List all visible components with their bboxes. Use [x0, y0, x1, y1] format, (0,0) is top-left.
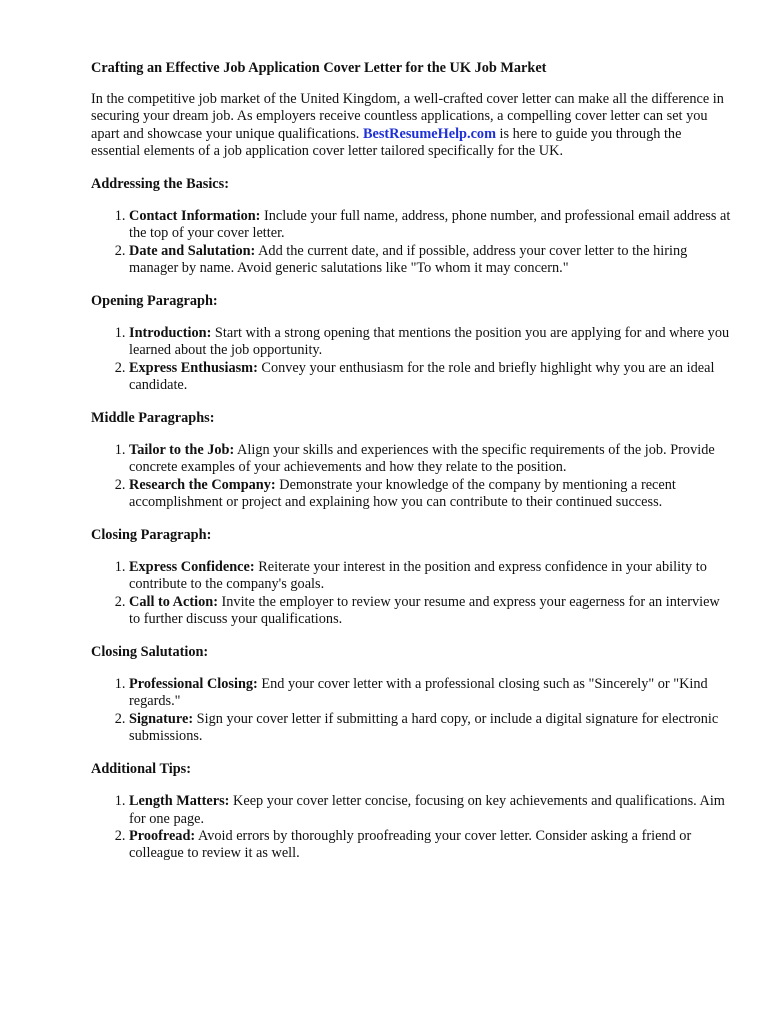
item-term: Research the Company:: [129, 476, 276, 493]
item-term: Express Confidence:: [129, 559, 255, 576]
section-list-closing-salutation: [91, 676, 731, 745]
item-text: Align your skills and experiences with the specific requirements of the job. Provide concrete examples of your achievements and how they relate to the position.: [129, 442, 715, 476]
intro-paragraph: [91, 91, 731, 160]
section-list-middle-paragraphs: [91, 442, 731, 511]
item-term: Length Matters:: [129, 793, 230, 810]
list-item: [129, 208, 731, 242]
list-item: [129, 828, 731, 862]
list-item: [129, 243, 731, 277]
item-text: Convey your enthusiasm for the role and briefly highlight why you are an ideal candidate.: [129, 359, 715, 393]
item-term: Tailor to the Job:: [129, 442, 235, 459]
list-item: [129, 711, 731, 745]
item-term: Professional Closing:: [129, 676, 258, 693]
section-list-additional-tips: [91, 793, 731, 862]
list-item: [129, 477, 731, 511]
item-text: Reiterate your interest in the position and express confidence in your ability to contribute to the company's goals.: [129, 559, 707, 593]
section-heading-opening-paragraph: Opening Paragraph:: [91, 293, 218, 310]
document-title: Crafting an Effective Job Application Cover Letter for the UK Job Market: [91, 60, 547, 76]
item-text: Sign your cover letter if submitting a hard copy, or include a digital signature for electronic submissions.: [129, 710, 719, 744]
item-text: Keep your cover letter concise, focusing on key achievements and qualifications. Aim for one page.: [129, 793, 725, 827]
item-text: Avoid errors by thoroughly proofreading your cover letter. Consider asking a friend or colleague to review it as well.: [129, 827, 692, 861]
item-term: Express Enthusiasm:: [129, 359, 258, 376]
list-item: [129, 325, 731, 359]
item-text: End your cover letter with a professional closing such as "Sincerely" or "Kind regards.": [129, 676, 708, 710]
item-text: Start with a strong opening that mentions the position you are applying for and where you learned about the job opportunity.: [129, 325, 730, 359]
list-item: [129, 559, 731, 593]
item-term: Introduction:: [129, 325, 212, 342]
list-item: [129, 676, 731, 710]
section-heading-closing-paragraph: Closing Paragraph:: [91, 527, 212, 544]
list-item: [129, 442, 731, 476]
document-page: [91, 60, 731, 878]
section-heading-additional-tips: Additional Tips:: [91, 761, 191, 778]
item-term: Signature:: [129, 710, 194, 727]
section-heading-closing-salutation: Closing Salutation:: [91, 644, 209, 661]
intro-text-after-link: is here to guide you through the essential elements of a job application cover letter tailored specifically for the UK.: [91, 125, 682, 159]
item-term: Contact Information:: [129, 208, 261, 225]
intro-text-before-link: In the competitive job market of the United Kingdom, a well-crafted cover letter can make all the difference in securing your dream job. As employers receive countless applications, a compelling cover letter can set you apart and showcase your unique qualifications.: [91, 91, 724, 142]
list-item: [129, 360, 731, 394]
section-heading-middle-paragraphs: Middle Paragraphs:: [91, 410, 215, 427]
section-list-opening-paragraph: [91, 325, 731, 394]
item-term: Call to Action:: [129, 593, 218, 610]
list-item: [129, 793, 731, 827]
item-text: Include your full name, address, phone number, and professional email address at the top of your cover letter.: [129, 208, 731, 242]
section-list-addressing-basics: [91, 208, 731, 277]
item-text: Add the current date, and if possible, address your cover letter to the hiring manager by name. Avoid generic salutations like "To whom it may concern.": [129, 242, 688, 276]
item-text: Invite the employer to review your resume and express your eagerness for an interview to further discuss your qualifications.: [129, 593, 720, 627]
bestresumehelp-link[interactable]: BestResumeHelp.com: [362, 125, 496, 142]
list-item: [129, 594, 731, 628]
section-list-closing-paragraph: [91, 559, 731, 628]
item-text: Demonstrate your knowledge of the company by mentioning a recent accomplishment or project and explaining how you can contribute to their continued success.: [129, 476, 676, 510]
item-term: Date and Salutation:: [129, 242, 256, 259]
section-heading-addressing-basics: Addressing the Basics:: [91, 176, 229, 193]
item-term: Proofread:: [129, 827, 196, 844]
